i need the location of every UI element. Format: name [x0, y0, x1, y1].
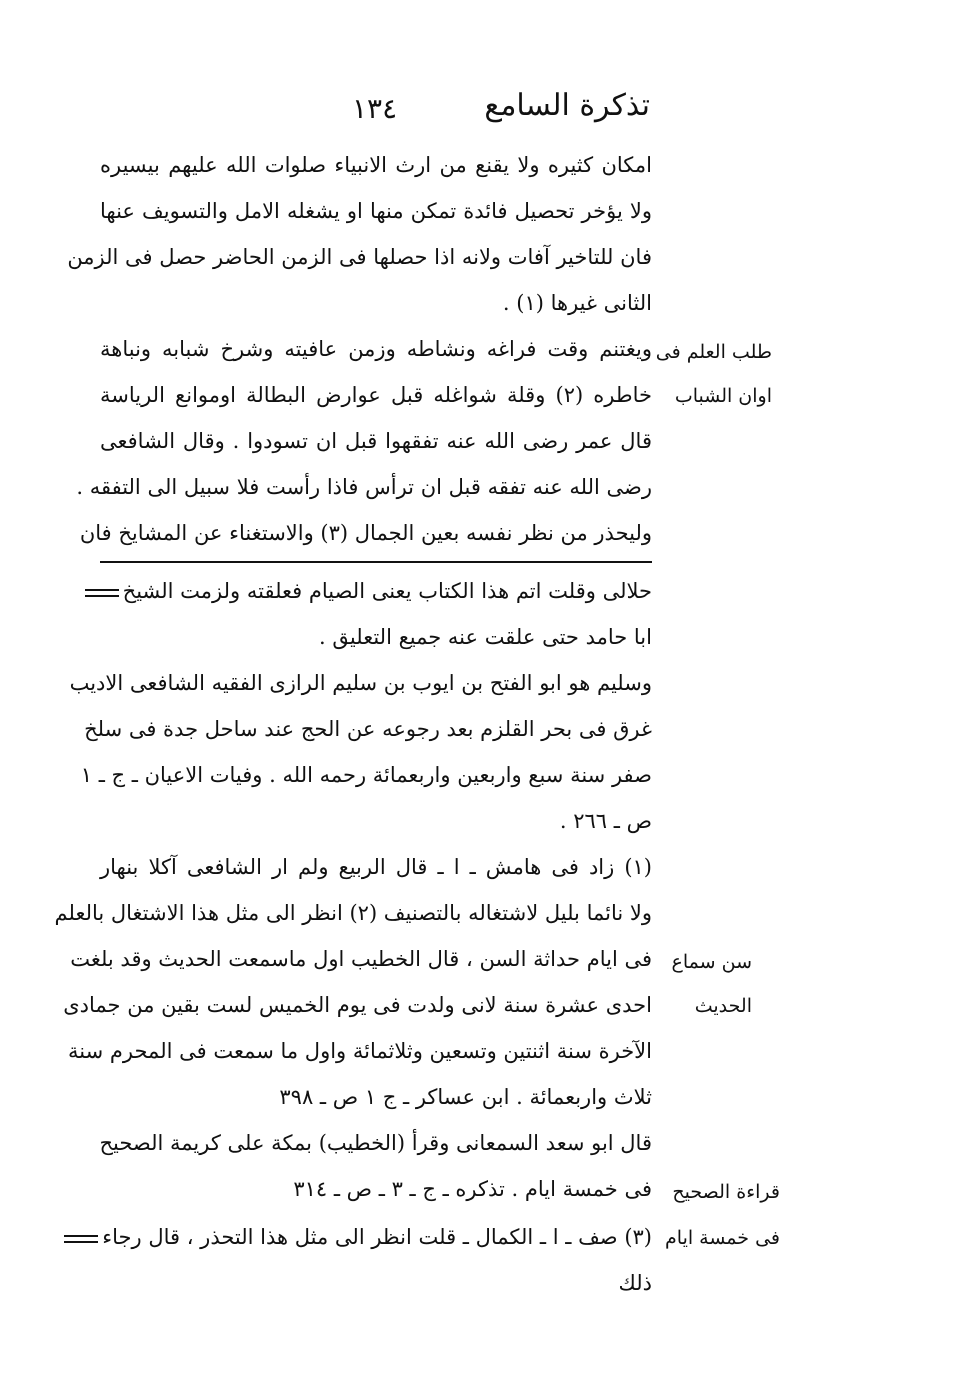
footnote-text: حلالى وقلت اتم هذا الكتاب يعنى الصيام فعلقته ولزمت الشيخ: [122, 579, 652, 603]
footnote-text: (٣) صف ـ ا ـ الكمال ـ قلت انظر الى مثل هذا التحذر ، قال رجاء: [102, 1225, 652, 1249]
margin-note-1-line-1: طلب العلم فى: [655, 341, 772, 363]
footnote-line: [100, 576, 652, 606]
running-title: تذكرة السامع: [484, 88, 650, 123]
footnote-line: فى ايام حداثة السن ، قال الخطيب اول ماسمعت الحديث وقد بلغت: [70, 947, 652, 971]
body-line: امكان كثيره ولا يقنع من ارث الانبياء صلوات الله عليهم بيسيره: [100, 153, 652, 177]
margin-note-2-line-1: سن سماع: [671, 951, 752, 973]
double-rule-mark: [64, 1235, 98, 1243]
body-line: خاطره (٢) وقلة شواغله قبل عوارض البطالة اوموانع الرياسة: [100, 383, 652, 407]
footnote-separator: [100, 561, 652, 563]
footnote-line: الآخرة سنة اثنتين وتسعين وثلاثمائة واول ما سمعت فى المحرم سنة: [68, 1039, 652, 1063]
margin-note-3-line-2: فى خمسة ايام: [665, 1227, 780, 1249]
page-number: ١٣٤: [352, 92, 398, 125]
footnote-line: وسليم هو ابو الفتح بن ايوب بن سليم الرازى الفقيه الشافعى الاديب: [69, 671, 652, 695]
footnote-line: ولا نائما بليل لاشتغاله بالتصنيف (٢) انظر الى مثل هذا الاشتغال بالعلم: [54, 901, 652, 925]
body-line: فان للتاخير آفات ولانه اذا حصلها فى الزمن الحاضر حصل فى الزمن: [67, 245, 652, 269]
margin-note-1-line-2: اوان الشباب: [674, 385, 772, 407]
double-rule-mark: [85, 589, 119, 597]
footnote-line: قال ابو سعد السمعانى وقرأ (الخطيب) بمكة على كريمة الصحيح: [99, 1131, 652, 1155]
footnote-line: ابا حامد حتى علقت عنه جميع التعليق .: [319, 625, 652, 649]
footnote-line: غرق فى بحر القلزم بعد رجوعه عن الحج عند ساحل جدة فى سلخ: [84, 717, 652, 741]
footnote-line: صفر سنة سبع واربعين واربعمائة رحمه الله . وفيات الاعيان ـ ج ـ ١: [80, 763, 652, 787]
body-line: قال عمر رضى الله عنه تفقهوا قبل ان تسودوا . وقال الشافعى: [100, 429, 652, 453]
footnote-line: فى خمسة ايام . تذكره ـ ج ـ ٣ ـ ص ـ ٣١٤: [293, 1177, 652, 1201]
body-line: رضى الله عنه تفقه قبل ان ترأس فاذا رأست فلا سبيل الى التفقه .: [76, 475, 652, 499]
footnote-line: ص ـ ٢٦٦ .: [559, 809, 652, 833]
footnote-line: ذلك: [618, 1271, 652, 1295]
body-line: ولا يؤخر تحصيل فائدة تمكن منها او يشغله الامل والتسويف عنها: [100, 199, 652, 223]
footnote-line: ثلاث واربعمائة . ابن عساكر ـ ج ١ ص ـ ٣٩٨: [279, 1085, 652, 1109]
body-line: الثانى غيرها (١) .: [502, 291, 652, 315]
margin-note-2-line-2: الحديث: [694, 995, 752, 1017]
footnote-line: احدى عشرة سنة لانى ولدت فى يوم الخميس لست بقين من جمادى: [63, 993, 652, 1017]
body-line: وليحذر من نظر نفسه بعين الجمال (٣) والاستغناء عن المشايخ فان: [79, 521, 652, 545]
footnote-line: [100, 1222, 652, 1252]
body-line: ويغتنم وقت فراغه ونشاطه وزمن عافيته وشرخ شبابه ونباهة: [100, 337, 652, 361]
margin-note-3-line-1: قراءة الصحيح: [672, 1181, 780, 1203]
footnote-line: (١) زاد فى هامش ـ ا ـ قال الربيع ولم ار الشافعى آكلا بنهار: [100, 855, 652, 879]
